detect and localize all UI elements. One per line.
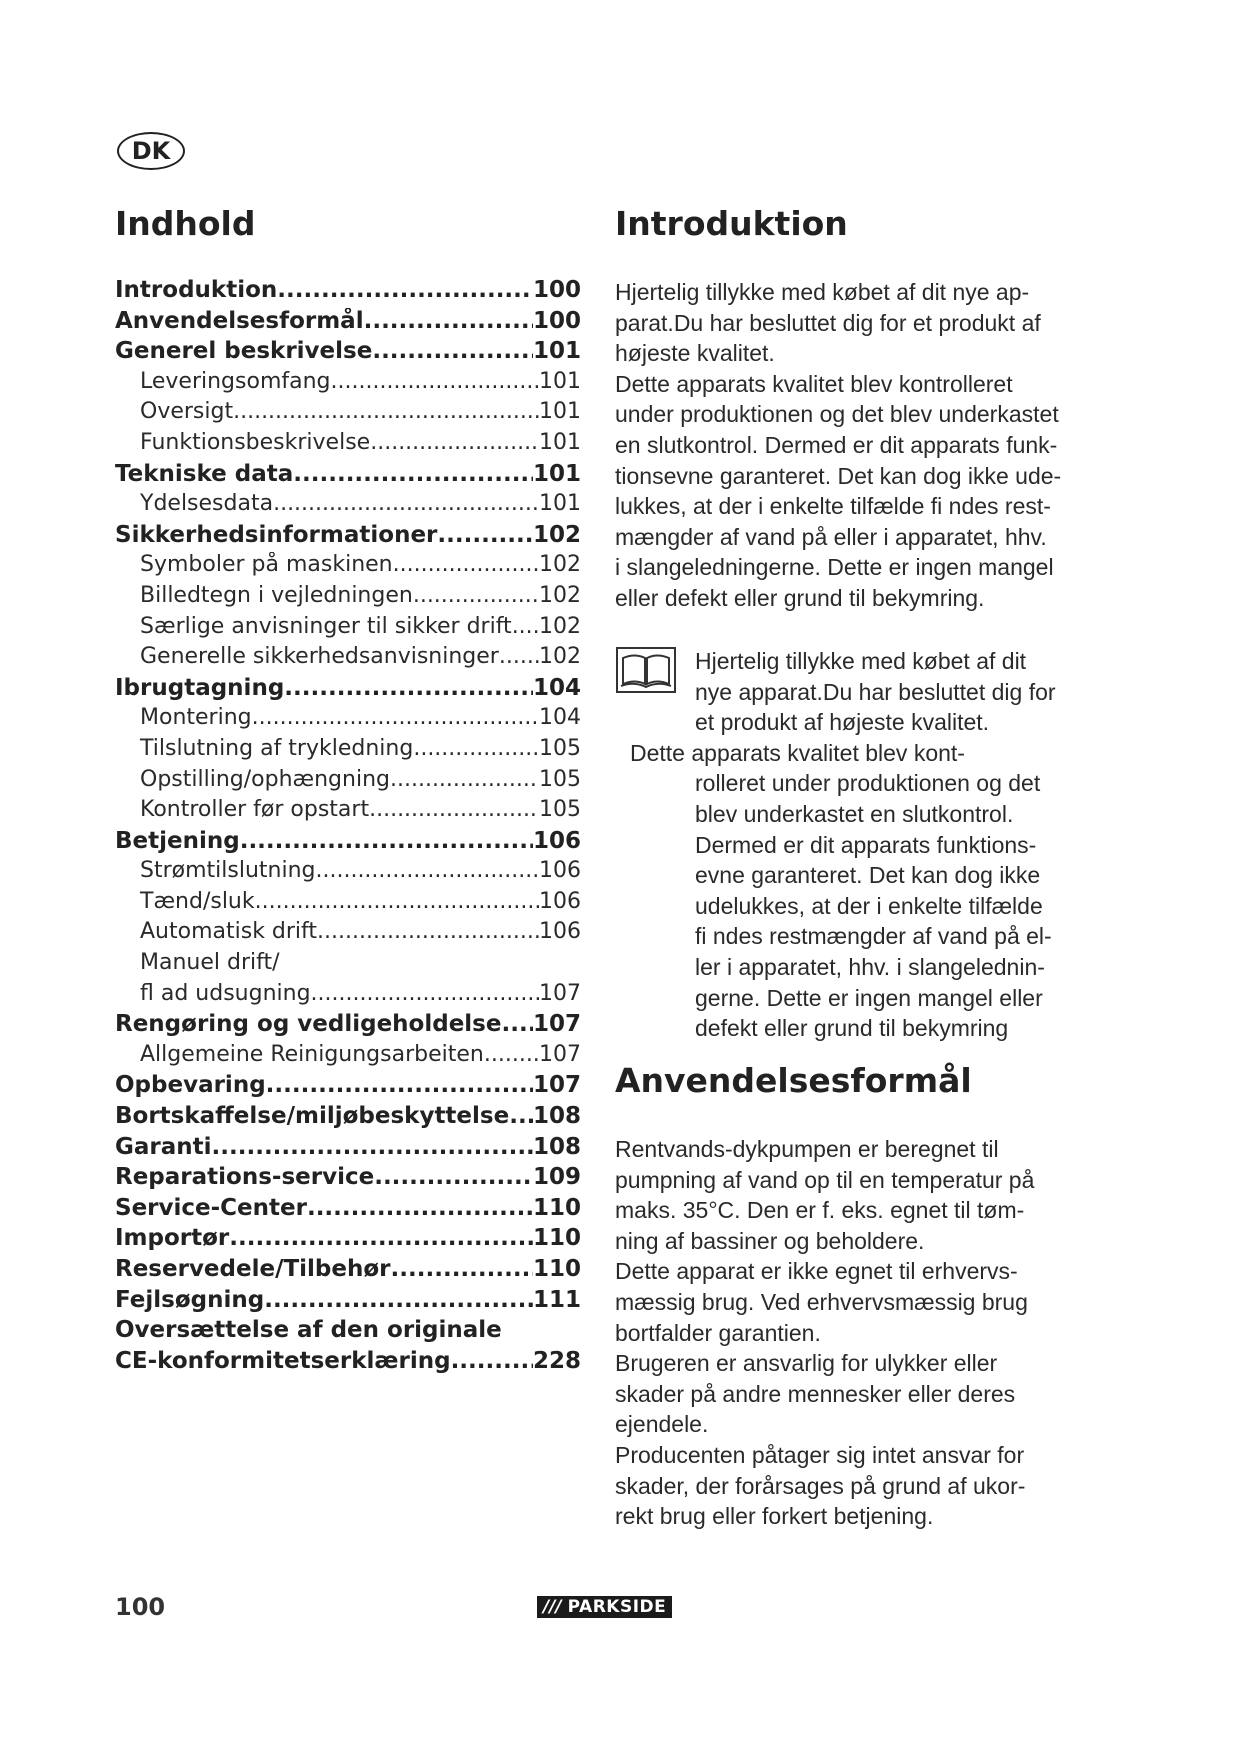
note-line: fi ndes restmængder af vand på el- [695,923,1052,950]
toc-entry-label: Ydelsesdata [140,491,274,517]
text-line: bortfalder garantien. [615,1319,821,1346]
text-line: Dette apparats kvalitet blev kontrolleret [615,370,1013,397]
text-line: under produktionen og det blev underkastet [615,401,1059,428]
toc-entry-page: 110 [532,1256,581,1282]
toc-leader [501,1011,533,1037]
toc-entry-page: 228 [532,1347,581,1374]
toc-entry [115,461,581,492]
toc-leader [369,797,539,822]
note-line: rolleret under produktionen og det [695,770,1041,797]
note-line: gerne. Dette er ingen mangel eller [695,984,1043,1011]
logo-brand: PARKSIDE [567,1597,667,1617]
toc-entry-label: Introduktion [115,277,278,303]
text-line: mængder af vand på eller i apparatet, hhv. [615,523,1047,550]
toc-leader [393,552,539,577]
logo-slashes: /// [543,1597,562,1617]
toc-entry-label: Fejlsøgning [115,1286,265,1313]
toc-entry-label: Anvendelsesformål [115,307,364,334]
toc-entry-page: 102 [539,582,581,608]
toc-entry-label: Opstilling/ophængning [140,766,390,792]
toc-entry-page: 107 [532,1011,581,1038]
toc-entry-label: Garanti [115,1133,212,1160]
toc-entry-label: Ibrugtagning [115,674,285,701]
toc-leader [437,522,533,548]
toc-entry [115,1164,581,1195]
toc-entry [115,919,581,950]
toc-entry-label: fl ad udsugning [140,980,311,1006]
toc-entry [115,308,581,339]
toc-entry-label: Rengøring og vedligeholdelse [115,1011,502,1038]
toc-entry [115,1317,581,1348]
toc-entry [115,797,581,828]
toc-entry [115,858,581,889]
country-badge: DK [117,132,185,170]
toc-entry [115,981,581,1012]
text-line: Rentvands-dykpumpen er beregnet til [615,1136,999,1162]
toc-entry [115,1195,581,1226]
toc-leader [233,399,539,424]
toc-leader [240,828,533,854]
toc-entry-label: Særlige anvisninger til sikker drift [140,613,512,639]
toc-entry-label: Montering [140,705,252,731]
toc-leader [391,1256,533,1282]
toc-entry-label: Funktionsbeskrivelse [140,429,371,455]
toc-entry-label: Service-Center [115,1194,307,1221]
text-line: højeste kvalitet. [615,340,775,367]
toc-leader [317,919,539,944]
toc-entry [115,1287,581,1318]
toc-entry [115,491,581,522]
toc-entry-label: Automatisk drift [140,919,318,945]
toc-entry [115,1348,581,1379]
text-line: mæssig brug. Ved erhvervsmæssig brug [615,1288,1028,1315]
toc-entry-label: Oversættelse af den originale [115,1317,502,1344]
note-line: et produkt af højeste kvalitet. [695,709,990,736]
toc-leader [374,1164,533,1190]
toc-leader [451,1348,533,1374]
toc-entry-page: 106 [539,888,581,914]
toc-entry [115,614,581,645]
text-line: pumpning af vand op til en temperatur på [615,1166,1035,1193]
toc-leader [293,461,533,487]
toc-entry-label: Strømtilslutning [140,858,316,884]
toc-entry [115,399,581,430]
toc-entry [115,705,581,736]
toc-entry-page: 105 [539,735,581,761]
toc-entry-page: 107 [532,1072,581,1099]
toc-leader [311,981,539,1006]
toc-leader [509,1103,533,1129]
text-line: maks. 35°C. Den er f. eks. egnet til tøm- [615,1197,1025,1224]
note-line: evne garanteret. Det kan dog ikke [695,862,1041,889]
toc-entry [115,767,581,798]
toc-leader [331,369,539,394]
toc-entry-label: Importør [115,1225,230,1252]
toc-entry [115,1256,581,1287]
toc-entry-label: Tilslutning af trykledning [140,735,414,761]
toc-entry [115,277,581,308]
toc-entry-page: 104 [532,674,581,701]
toc-entry-page: 101 [532,460,581,487]
toc-leader [413,583,539,608]
page-number: 100 [115,1593,166,1621]
toc-entry [115,736,581,767]
toc-leader [212,1134,533,1160]
text-line: parat.Du har besluttet dig for et produkt af [615,309,1041,336]
use-paragraph [615,1134,1034,1532]
text-line: skader, der forårsages på grund af ukor- [615,1472,1026,1499]
toc-leader [484,1042,539,1067]
toc-entry-page: 107 [539,1041,581,1067]
toc-entry-label: Kontroller før opstart [140,797,370,823]
toc-entry-page: 110 [532,1225,581,1252]
toc-entry-label: Manuel drift/ [140,950,280,976]
toc-entry-page: 105 [539,766,581,792]
text-line: en slutkontrol. Dermed er dit apparats funk- [615,431,1058,458]
toc-entry-label: Reparations-service [115,1164,375,1191]
toc-entry-label: Reservedele/Tilbehør [115,1256,391,1282]
text-line: Dette apparat er ikke egnet til erhvervs- [615,1258,1018,1285]
toc-entry-page: 100 [532,307,581,334]
toc-entry-label: Tekniske data [115,460,294,487]
toc-entry-page: 102 [539,552,581,578]
toc-leader [390,767,539,792]
intro-heading: Introduktion [615,204,848,243]
toc-entry-page: 108 [532,1133,581,1160]
toc-leader [229,1225,533,1251]
toc-entry [115,675,581,706]
toc-entry-page: 106 [532,827,581,854]
text-line: Hjertelig tillykke med købet af dit nye ap- [615,279,1030,305]
toc-entry [115,1225,581,1256]
text-line: lukkes, at der i enkelte tilfælde fi ndes rest- [615,493,1051,520]
text-line: i slangeledningerne. Dette er ingen mangel [615,554,1054,581]
toc-entry-label: Generelle sikkerhedsanvisninger [140,644,499,670]
note-paragraph [615,646,1056,1044]
toc-entry-page: 101 [539,429,581,455]
toc-entry-page: 106 [539,919,581,945]
toc-entry-page: 101 [532,338,581,365]
toc-entry-page: 102 [539,644,581,670]
toc-entry-label: Leveringsomfang [140,368,331,394]
toc-entry [115,583,581,614]
text-line: ejendele. [615,1411,709,1438]
note-line: defekt eller grund til bekymring [695,1015,1009,1042]
note-line: nye apparat.Du har besluttet dig for [695,678,1056,705]
toc-entry-page: 101 [539,491,581,517]
toc-entry-label: Tænd/sluk [140,888,255,914]
toc-leader [284,675,533,701]
toc-entry [115,1134,581,1165]
toc-entry-page: 110 [532,1194,581,1221]
note-line: ler i apparatet, hhv. i slangelednin- [695,953,1045,980]
toc-entry-label: Generel beskrivelse [115,338,373,365]
toc-leader [277,277,533,303]
toc-entry-page: 111 [532,1286,581,1313]
intro-paragraph [615,277,1061,614]
text-line: rekt brug eller forkert betjening. [615,1503,934,1530]
toc-entry-label: CE-konformitetserklæring [115,1347,451,1374]
toc-entry-page: 108 [532,1103,581,1130]
toc-leader [307,1195,533,1221]
toc-entry-page: 109 [532,1164,581,1191]
toc-entry [115,1011,581,1042]
toc-entry-page: 104 [539,705,581,731]
toc-entry [115,644,581,675]
toc-leader [512,614,539,639]
note-line: blev underkastet en slutkontrol. [695,800,1014,827]
toc-entry [115,338,581,369]
toc-leader [315,858,539,883]
toc-entry [115,1072,581,1103]
toc-entry [115,828,581,859]
toc-entry-label: Symboler på maskinen [140,552,393,578]
note-line: Hjertelig tillykke med købet af dit [695,648,1027,674]
toc-entry [115,430,581,461]
toc-leader [255,889,539,914]
toc-leader [372,338,533,364]
toc-leader [413,736,539,761]
toc-entry-label: Betjening [115,827,240,854]
text-line: ning af bassiner og beholdere. [615,1227,925,1254]
toc-leader [264,1287,533,1313]
text-line: tionsevne garanteret. Det kan dog ikke ude- [615,462,1062,489]
text-line: eller defekt eller grund til bekymring. [615,584,985,611]
toc-entry [115,1042,581,1073]
use-heading: Anvendelsesformål [615,1061,972,1100]
toc-entry-page: 105 [539,797,581,823]
toc-entry-page: 102 [532,521,581,548]
toc-leader [370,430,539,455]
toc-entry-page: 101 [539,399,581,425]
toc-entry [115,889,581,920]
toc-entry-label: Bortskaffelse/miljøbeskyttelse [115,1103,510,1130]
toc-leader [252,705,539,730]
toc-leader [266,1072,533,1098]
toc-entry [115,552,581,583]
toc-entry-label: Opbevaring [115,1072,266,1099]
toc-leader [273,491,539,516]
toc-entry-page: 101 [539,368,581,394]
toc-entry-page: 107 [539,980,581,1006]
toc-entry-label: Allgemeine Reinigungsarbeiten [140,1041,484,1067]
toc-leader [364,308,533,334]
toc-entry [115,369,581,400]
note-line: Dette apparats kvalitet blev kont- [630,739,965,766]
table-of-contents [115,277,581,1378]
text-line: Producenten påtager sig intet ansvar for [615,1441,1025,1468]
text-line: skader på andre mennesker eller deres [615,1380,1016,1407]
toc-entry [115,1103,581,1134]
toc-entry-page: 106 [539,858,581,884]
toc-entry-label: Billedtegn i vejledningen [140,582,413,608]
toc-entry-label: Oversigt [140,399,234,425]
text-line: Brugeren er ansvarlig for ulykker eller [615,1350,998,1377]
toc-entry-page: 102 [539,613,581,639]
toc-entry [115,950,581,981]
toc-entry [115,522,581,553]
toc-leader [499,644,539,669]
toc-entry-page: 100 [532,277,581,303]
parkside-logo [537,1596,672,1618]
toc-heading: Indhold [115,204,256,243]
note-line: Dermed er dit apparats funktions- [695,831,1037,858]
note-line: udelukkes, at der i enkelte tilfælde [695,892,1043,919]
toc-entry-label: Sikkerhedsinformationer [115,521,438,548]
